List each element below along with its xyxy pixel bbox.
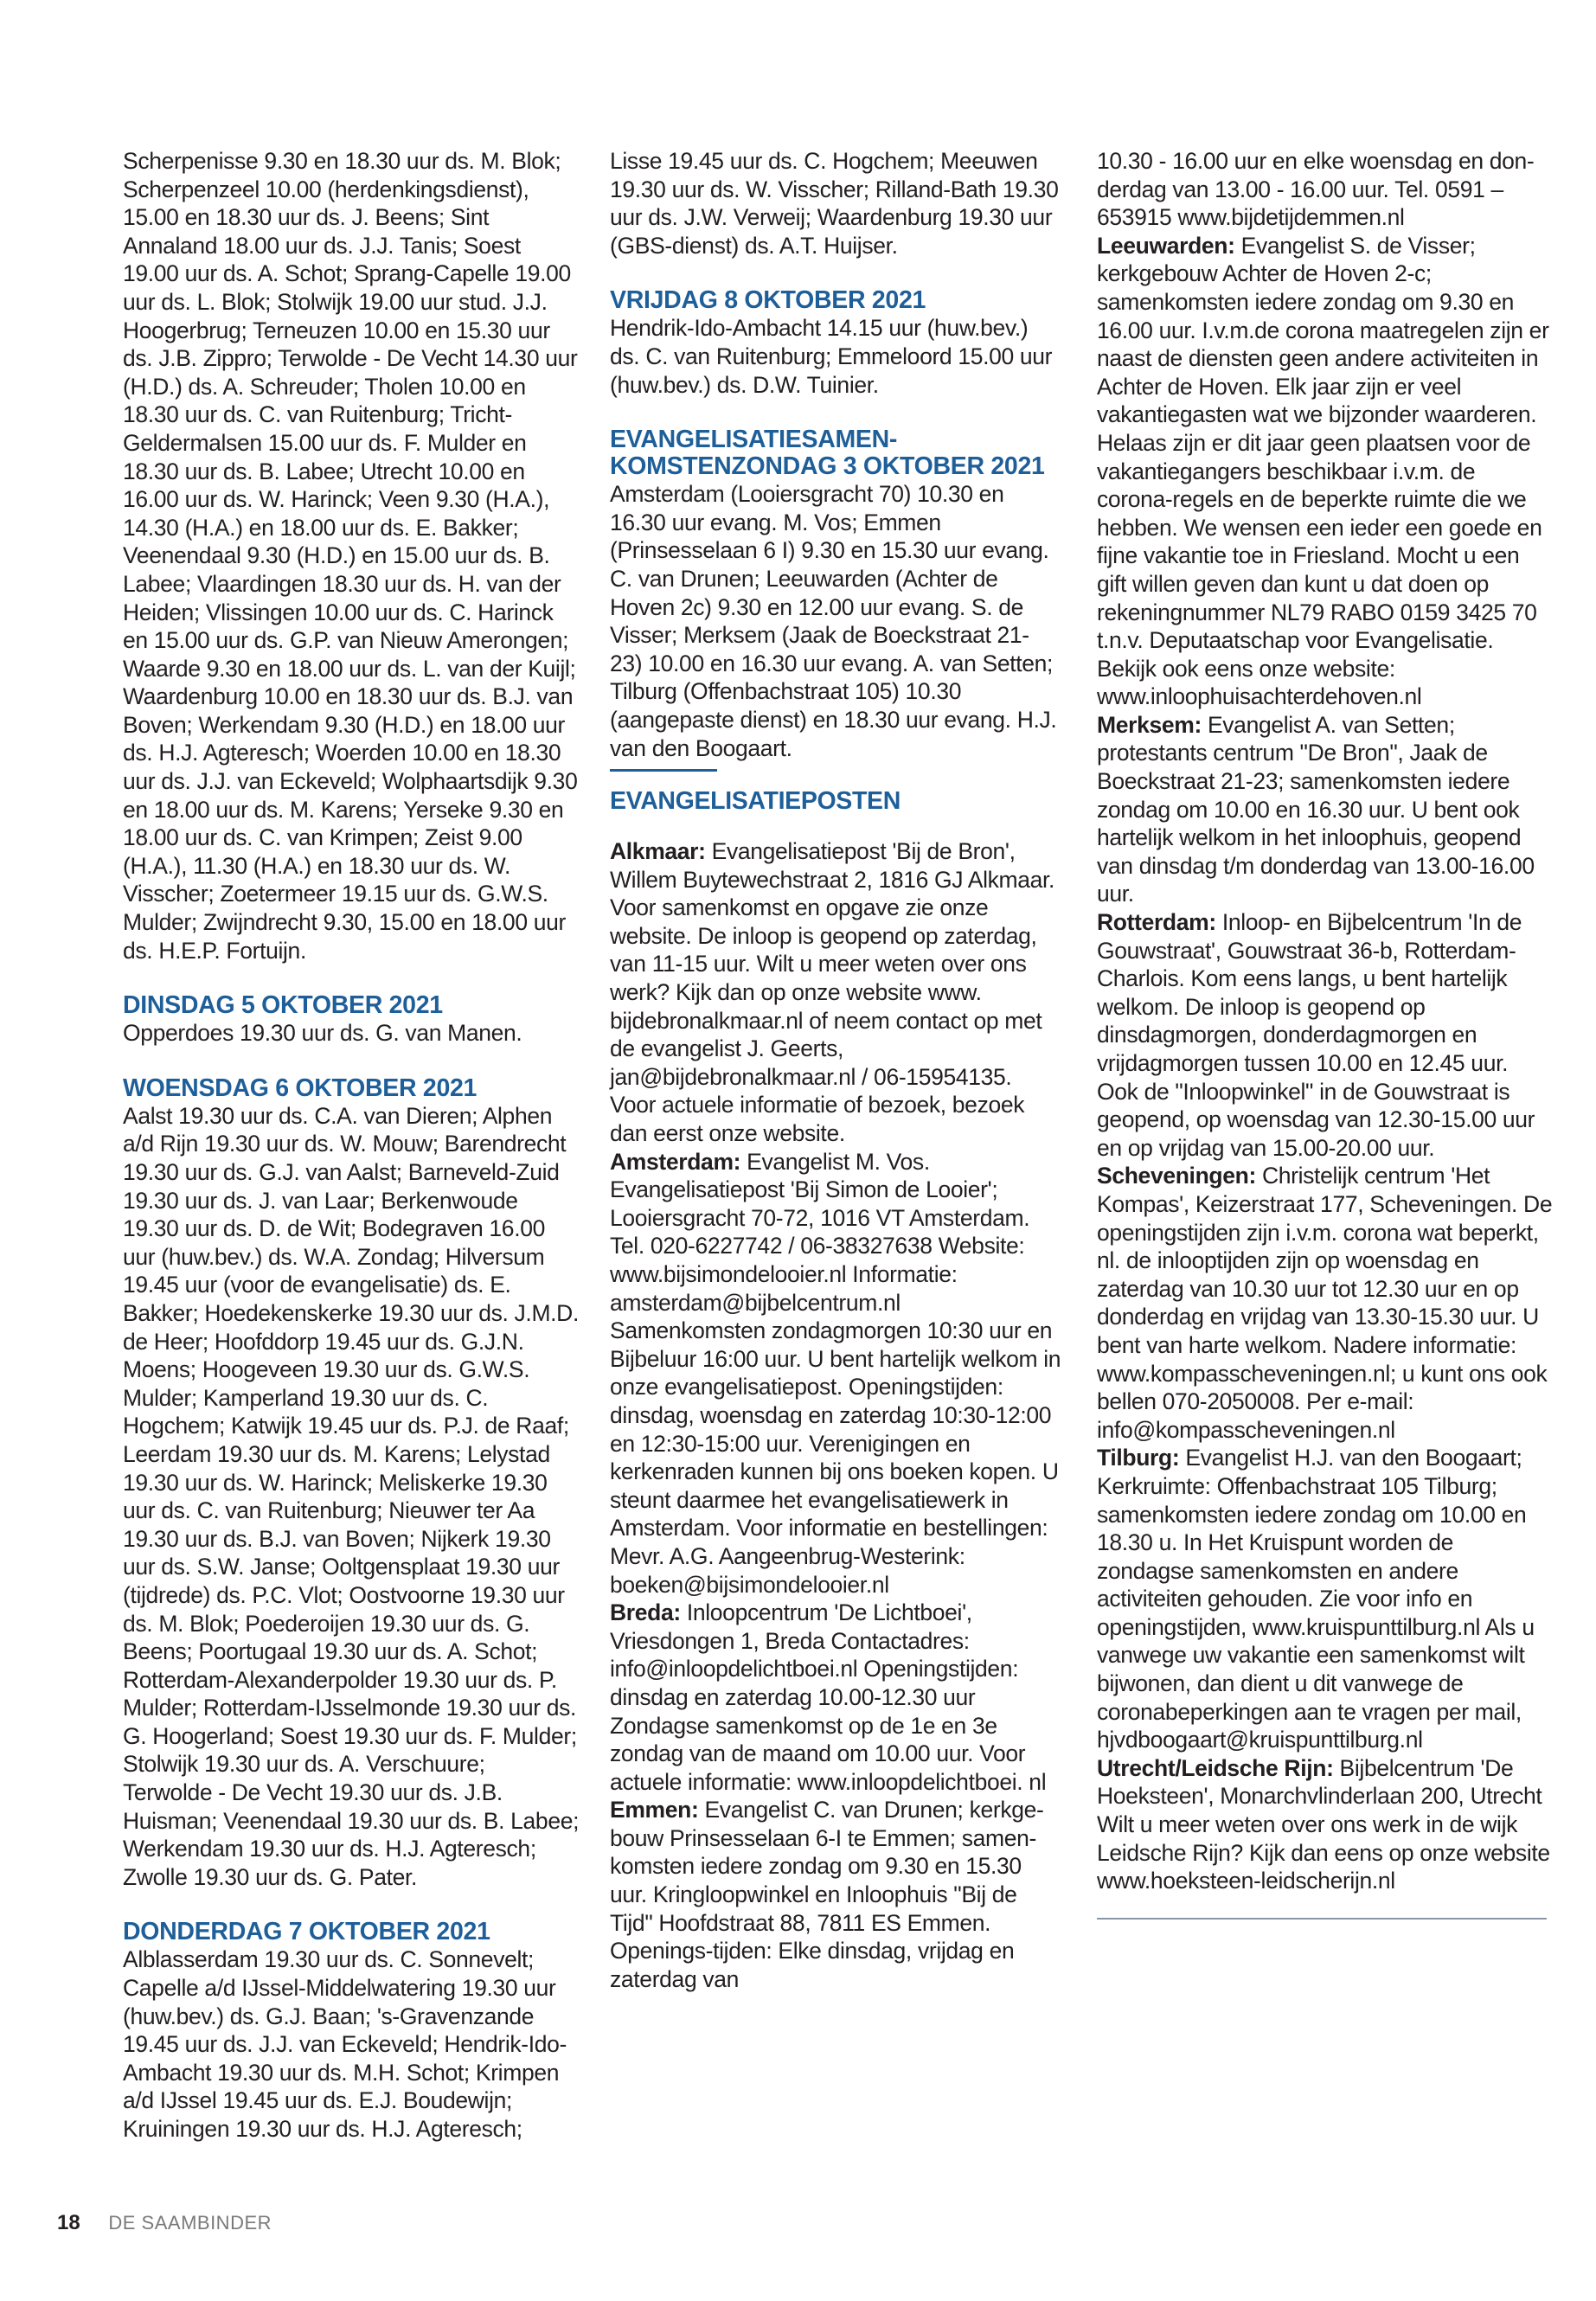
- publication-name: DE SAAMBINDER: [108, 2212, 272, 2234]
- column-left: [123, 147, 580, 2171]
- woensdag-text: Aalst 19.30 uur ds. C.A. van Dieren; Alphen a/d Rijn 19.30 uur ds. W. Mouw; Barendrecht 19.30 uur ds. G.J. van Aalst; Barneveld-Zuid 19.30 uur ds. J. van Laar; Berkenwoude 19.30 uur ds. D. de Wit; Bodegraven 16.00 uur (huw.bev.) ds. W.A. Zondag; Hilversum 19.45 uur (voor de evangelisatie) ds. E. Bakker; Hoedekenskerke 19.30 uur ds. J.M.D. de Heer; Hoofddorp 19.45 uur ds. G.J.N. Moens; Hoogeveen 19.30 uur ds. G.W.S. Mulder; Kamperland 19.30 uur ds. C. Hogchem; Katwijk 19.45 uur ds. P.J. de Raaf; Leerdam 19.30 uur ds. M. Karens; Lelystad 19.30 uur ds. W. Harinck; Meliskerke 19.30 uur ds. C. van Ruitenburg; Nieuwer ter Aa 19.30 uur ds. B.J. van Boven; Nijkerk 19.30 uur ds. S.W. Janse; Ooltgensplaat 19.30 uur (tijdrede) ds. P.C. Vlot; Oostvoorne 19.30 uur ds. M. Blok; Poederoijen 19.30 uur ds. G. Beens; Poortugaal 19.30 uur ds. A. Schot; Rotterdam-Alexanderpolder 19.30 uur ds. P. Mulder; Rotterdam-IJsselmonde 19.30 uur ds. G. Hoogerland; Soest 19.30 uur ds. F. Mulder; Stolwijk 19.30 uur ds. A. Verschuure; Terwolde - De Vecht 19.30 uur ds. J.B. Huisman; Veenendaal 19.30 uur ds. B. Labee; Werkendam 19.30 uur ds. H.J. Agteresch; Zwolle 19.30 uur ds. G. Pater.: [123, 1102, 580, 1890]
- entry-breda-text: Inloopcentrum 'De Lichtboei', Vriesdongen 1, Breda Contactadres: info@inloopdelichtboei.nl Openingstijden: dinsdag en zaterdag 10.00-12.30 uur Zondagse samenkomst op de 1e en 3e zondag van de maand om 10.00 uur. Voor actuele informatie: www.inloopdelichtboei. nl: [610, 1599, 1047, 1795]
- heading-donderdag: DONDERDAG 7 OKTOBER 2021: [123, 1918, 490, 1946]
- page-footer: [57, 2210, 272, 2236]
- vrijdag-text: Hendrik-Ido-Ambacht 14.15 uur (huw.bev.) ds. C. van Ruitenburg; Emmeloord 15.00 uur (huw.bev.) ds. D.W. Tuinier.: [610, 315, 1053, 398]
- entry-leeuwarden: [1097, 232, 1554, 711]
- heading-evangelisatiesamenkomsten-line1: EVANGELISATIESAMEN-: [610, 426, 898, 454]
- entry-utrecht-name: Utrecht/Leidsche Rijn:: [1097, 1754, 1334, 1781]
- entry-rotterdam-text: Inloop- en Bijbelcentrum 'In de Gouwstraat', Gouwstraat 36-b, Rotterdam-Charlois. Kom eens langs, u bent hartelijk welkom. De inloop is geopend op dinsdagmorgen, donderdagmorgen en vrijdagmorgen tussen 10.00 en 12.45 uur. Ook de "Inloopwinkel" in de Gouwstraat is geopend, op woensdag van 12.30-15.00 uur en op vrijdag van 15.00-20.00 uur.: [1097, 909, 1535, 1161]
- entry-utrecht-text: Bijbelcentrum 'De Hoeksteen', Monarchvlinderlaan 200, Utrecht Wilt u meer weten over ons werk in de wijk Leidsche Rijn? Kijk dan eens op onze website www.hoeksteen-leidscherijn.nl: [1097, 1754, 1550, 1894]
- entry-leeuwarden-text: Evangelist S. de Visser; kerkgebouw Achter de Hoven 2-c; samenkomsten iedere zondag om 9.30 en 16.00 uur. I.v.m.de corona maatregelen zijn er naast de diensten geen andere activiteiten in Achter de Hoven. Elk jaar zijn er veel vakantiegasten wat we bijzonder waarderen. Helaas zijn er dit jaar geen plaatsen voor de vakantiegangers beschikbaar i.v.m. de corona-regels en de beperkte ruimte die we hebben. We wensen een ieder een goede en fijne vakantie toe in Friesland. Mocht u een gift willen geven dan kunt u dat doen op rekeningnummer NL79 RABO 0159 3425 70 t.n.v. Deputaatschap voor Evangelisatie. Bekijk ook eens onze website: www.inloophuisachterdehoven.nl: [1097, 232, 1549, 710]
- entry-emmen-continued: 10.30 - 16.00 uur en elke woensdag en don-derdag van 13.00 - 16.00 uur. Tel. 0591 – 653915 www.bijdetijdemmen.nl: [1097, 148, 1535, 231]
- heading-evangelisatiesamenkomsten: [610, 426, 1061, 480]
- entry-breda-name: Breda:: [610, 1599, 681, 1626]
- entry-breda: [610, 1599, 1061, 1796]
- evangelisatiesamenkomsten-text: Amsterdam (Looiersgracht 70) 10.30 en 16.30 uur evang. M. Vos; Emmen (Prinsesselaan 6 I) 9.30 en 15.30 uur evang. C. van Drunen; Leeuwarden (Achter de Hoven 2c) 9.30 en 12.00 uur evang. S. de Visser; Merksem (Jaak de Boeckstraat 21-23) 10.00 en 16.30 uur evang. A. van Setten; Tilburg (Offenbachstraat 105) 10.30 (aangepaste dienst) en 18.30 uur evang. H.J. van den Boogaart.: [610, 481, 1057, 761]
- heading-dinsdag: DINSDAG 5 OKTOBER 2021: [123, 991, 443, 1020]
- entry-scheveningen-text: Christelijk centrum 'Het Kompas', Keizerstraat 177, Scheveningen. De openingstijden zijn i.v.m. corona wat beperkt, nl. de inlooptijden zijn op woensdag en zaterdag van 10.30 uur tot 12.30 uur en op donderdag en vrijdag van 13.30-15.30 uur. U bent van harte welkom. Nadere informatie: www.kompasscheveningen.nl; u kunt ons ook bellen 070-2050008. Per e-mail: info@kompasscheveningen.nl: [1097, 1163, 1553, 1443]
- entry-rotterdam: [1097, 908, 1554, 1162]
- entry-merksem-name: Merksem:: [1097, 711, 1202, 738]
- entry-tilburg-name: Tilburg:: [1097, 1445, 1180, 1471]
- entry-scheveningen: [1097, 1162, 1554, 1444]
- entry-amsterdam-name: Amsterdam:: [610, 1148, 741, 1175]
- entry-utrecht: [1097, 1754, 1554, 1895]
- entry-amsterdam: [610, 1148, 1061, 1599]
- dinsdag-text: Opperdoes 19.30 uur ds. G. van Manen.: [123, 1020, 522, 1047]
- donderdag-text: Alblasserdam 19.30 uur ds. C. Sonnevelt; Capelle a/d IJssel-Middelwatering 19.30 uur (huw.bev.) ds. G.J. Baan; 's-Gravenzande 19.45 uur ds. J.J. van Eckeveld; Hendrik-Ido-Ambacht 19.30 uur ds. M.H. Schot; Krimpen a/d IJssel 19.45 uur ds. E.J. Boudewijn; Kruiningen 19.30 uur ds. H.J. Agteresch;: [123, 1946, 567, 2142]
- entry-tilburg-text: Evangelist H.J. van den Boogaart; Kerkruimte: Offenbachstraat 105 Tilburg; samenkomsten iedere zondag om 10.00 en 18.30 u. In Het Kruispunt worden de zondagse samenkomsten en andere activiteiten gehouden. Zie voor info en openingstijden, www.kruispunttilburg.nl Als u vanwege uw vakantie een samenkomst wilt bijwonen, dan dient u dit vanwege de coronabeperkingen aan te vragen per mail, hjvdboogaart@kruispunttilburg.nl: [1097, 1445, 1535, 1753]
- entry-tilburg: [1097, 1444, 1554, 1754]
- donderdag-continued-text: Lisse 19.45 uur ds. C. Hogchem; Meeuwen 19.30 uur ds. W. Visscher; Rilland-Bath 19.30 uur ds. J.W. Verweij; Waardenburg 19.30 uur (GBS-dienst) ds. A.T. Huijser.: [610, 148, 1059, 259]
- entry-alkmaar-name: Alkmaar:: [610, 838, 706, 865]
- page-number: 18: [57, 2211, 80, 2234]
- entry-emmen-text: Evangelist C. van Drunen; kerkge-bouw Prinsesselaan 6-I te Emmen; samen-komsten iedere zondag om 9.30 en 15.30 uur. Kringloopwinkel en Inloophuis "Bij de Tijd" Hoofdstraat 88, 7811 ES Emmen. Openings-tijden: Elke dinsdag, vrijdag en zaterdag van: [610, 1797, 1044, 1992]
- entry-amsterdam-text: Evangelist M. Vos. Evangelisatiepost 'Bij Simon de Looier'; Looiersgracht 70-72, 1016 VT Amsterdam. Tel. 020-6227742 / 06-38327638 Website: www.bijsimondelooier.nl Informatie: amsterdam@bijbelcentrum.nl Samenkomsten zondagmorgen 10:30 uur en Bijbeluur 16:00 uur. U bent hartelijk welkom in onze evangelisatiepost. Openingstijden: dinsdag, woensdag en zaterdag 10:30-12:00 en 12:30-15:00 uur. Verenigingen en kerkenraden kunnen bij ons boeken kopen. U steunt daarmee het evangelisatiewerk in Amsterdam. Voor informatie en bestellingen: Mevr. A.G. Aangeenbrug-Westerink: boeken@bijsimondelooier.nl: [610, 1148, 1061, 1598]
- column-middle: [610, 147, 1061, 1993]
- entry-scheveningen-name: Scheveningen:: [1097, 1163, 1256, 1189]
- entry-emmen: [610, 1796, 1061, 1993]
- end-rule: [1097, 1918, 1547, 1920]
- entry-leeuwarden-name: Leeuwarden:: [1097, 232, 1235, 259]
- heading-evangelisatiesamenkomsten-line2: KOMSTENZONDAG 3 OKTOBER 2021: [610, 452, 1045, 481]
- entry-alkmaar: [610, 837, 1061, 1148]
- heading-vrijdag: VRIJDAG 8 OKTOBER 2021: [610, 286, 926, 315]
- zondag-continued-text: Scherpenisse 9.30 en 18.30 uur ds. M. Blok; Scherpenzeel 10.00 (herdenkingsdienst), 15.00 en 18.30 uur ds. J. Beens; Sint Annaland 18.00 uur ds. J.J. Tanis; Soest 19.00 uur ds. A. Schot; Sprang-Capelle 19.00 uur ds. L. Blok; Stolwijk 19.00 uur stud. J.J. Hoogerbrug; Terneuzen 10.00 en 15.30 uur ds. J.B. Zippro; Terwolde - De Vecht 14.30 uur (H.D.) ds. A. Schreuder; Tholen 10.00 en 18.30 uur ds. C. van Ruitenburg; Tricht-Geldermalsen 15.00 uur ds. F. Mulder en 18.30 uur ds. B. Labee; Utrecht 10.00 en 16.00 uur ds. W. Harinck; Veen 9.30 (H.A.), 14.30 (H.A.) en 18.00 uur ds. E. Bakker; Veenendaal 9.30 (H.D.) en 15.00 uur ds. B. Labee; Vlaardingen 18.30 uur ds. H. van der Heiden; Vlissingen 10.00 uur ds. C. Harinck en 15.00 uur ds. G.P. van Nieuw Amerongen; Waarde 9.30 en 18.00 uur ds. L. van der Kuijl; Waardenburg 10.00 en 18.30 uur ds. B.J. van Boven; Werkendam 9.30 (H.D.) en 18.00 uur ds. H.J. Agteresch; Woerden 10.00 en 18.30 uur ds. J.J. van Eckeveld; Wolphaartsdijk 9.30 en 18.00 uur ds. M. Karens; Yerseke 9.30 en 18.00 uur ds. C. van Krimpen; Zeist 9.00 (H.A.), 11.30 (H.A.) en 18.30 uur ds. W. Visscher; Zoetermeer 19.15 uur ds. G.W.S. Mulder; Zwijndrecht 9.30, 15.00 en 18.00 uur ds. H.E.P. Fortuijn.: [123, 148, 578, 964]
- entry-alkmaar-text: Evangelisatiepost 'Bij de Bron', Willem Buytewechstraat 2, 1816 GJ Alkmaar. Voor samenkomst en opgave zie onze website. De inloop is geopend op zaterdag, van 11-15 uur. Wilt u meer weten over ons werk? Kijk dan op onze website www. bijdebronalkmaar.nl of neem contact op met de evangelist J. Geerts, jan@bijdebronalkmaar.nl / 06-15954135. Voor actuele informatie of bezoek, bezoek dan eerst onze website.: [610, 838, 1055, 1147]
- column-right: [1097, 147, 1554, 1920]
- entry-merksem: [1097, 711, 1554, 908]
- heading-evangelisatieposten: EVANGELISATIEPOSTEN: [610, 787, 901, 816]
- heading-woensdag: WOENSDAG 6 OKTOBER 2021: [123, 1074, 478, 1102]
- entry-rotterdam-name: Rotterdam:: [1097, 909, 1216, 936]
- entry-emmen-name: Emmen:: [610, 1797, 699, 1823]
- entry-merksem-text: Evangelist A. van Setten; protestants centrum "De Bron", Jaak de Boeckstraat 21-23; samenkomsten iedere zondag om 10.00 en 16.30 uur. U bent ook hartelijk welkom in het inloophuis, geopend van dinsdag t/m donderdag van 13.00-16.00 uur.: [1097, 711, 1535, 907]
